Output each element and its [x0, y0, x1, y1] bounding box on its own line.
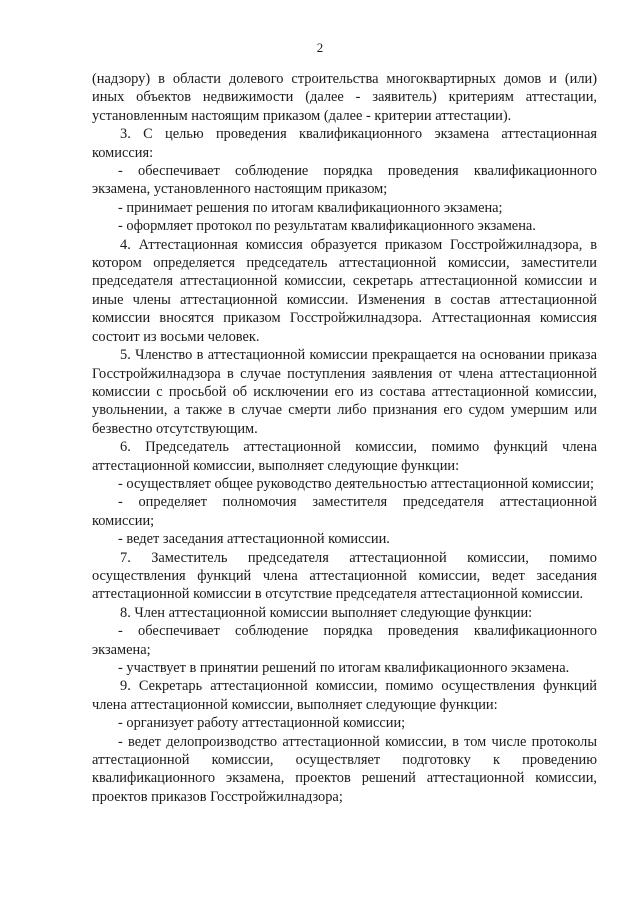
- list-item: - ведет заседания аттестационной комиссии.: [118, 531, 390, 548]
- paragraph-continuation: (надзору) в области долевого строительства многоквартирных домов и (или) иных объектов недвижимости (далее - заявитель) критериям аттестации, установленным настоящим приказом (далее - критерии аттестации).: [92, 71, 597, 124]
- paragraph-8: 8. Член аттестационной комиссии выполняет следующие функции:: [120, 604, 533, 621]
- document-body: [92, 70, 597, 806]
- list-item: - обеспечивает соблюдение порядка проведения квалификационного экзамена;: [92, 623, 597, 658]
- paragraph-5: 5. Членство в аттестационной комиссии прекращается на основании приказа Госстройжилнадзора в случае поступления заявления от члена аттестационной комиссии с просьбой об исключении его из состава аттестационной комиссии, увольнении, а также в случае смерти либо признания его судом умершим или безвестно отсутствующим.: [92, 347, 597, 437]
- list-item: - организует работу аттестационной комиссии;: [118, 715, 406, 732]
- paragraph-3: 3. С целью проведения квалификационного экзамена аттестационная комиссия:: [92, 126, 597, 161]
- paragraph-9: 9. Секретарь аттестационной комиссии, помимо осуществления функций члена аттестационной комиссии, выполняет следующие функции:: [92, 678, 597, 713]
- list-item: - ведет делопроизводство аттестационной комиссии, в том числе протоколы аттестационной комиссии, осуществляет подготовку к проведению квалификационного экзамена, проектов решений аттестационной комиссии, проектов приказов Госстройжилнадзора;: [92, 733, 597, 805]
- paragraph-4: 4. Аттестационная комиссия образуется приказом Госстройжилнадзора, в котором определяется председатель аттестационной комиссии, заместители председателя аттестационной комиссии, секретарь аттестационной комиссии и иные члены аттестационной комиссии. Изменения в состав аттестационной комиссии вносятся приказом Госстройжилнадзора. Аттестационная комиссия состоит из восьми человек.: [92, 236, 597, 345]
- list-item: - обеспечивает соблюдение порядка проведения квалификационного экзамена, установленного настоящим приказом;: [92, 163, 597, 198]
- paragraph-6: 6. Председатель аттестационной комиссии, помимо функций члена аттестационной комиссии, выполняет следующие функции:: [92, 439, 597, 474]
- list-item: - принимает решения по итогам квалификационного экзамена;: [118, 199, 503, 216]
- list-item: - осуществляет общее руководство деятельностью аттестационной комиссии;: [118, 475, 594, 492]
- paragraph-7: 7. Заместитель председателя аттестационной комиссии, помимо осуществления функций члена аттестационной комиссии, ведет заседания аттестационной комиссии в отсутствие председателя аттестационной комиссии.: [92, 549, 597, 603]
- list-item: - оформляет протокол по результатам квалификационного экзамена.: [118, 218, 536, 235]
- list-item: - участвует в принятии решений по итогам квалификационного экзамена.: [118, 660, 570, 676]
- list-item: - определяет полномочия заместителя председателя аттестационной комиссии;: [92, 494, 597, 529]
- page-number: 2: [316, 40, 324, 55]
